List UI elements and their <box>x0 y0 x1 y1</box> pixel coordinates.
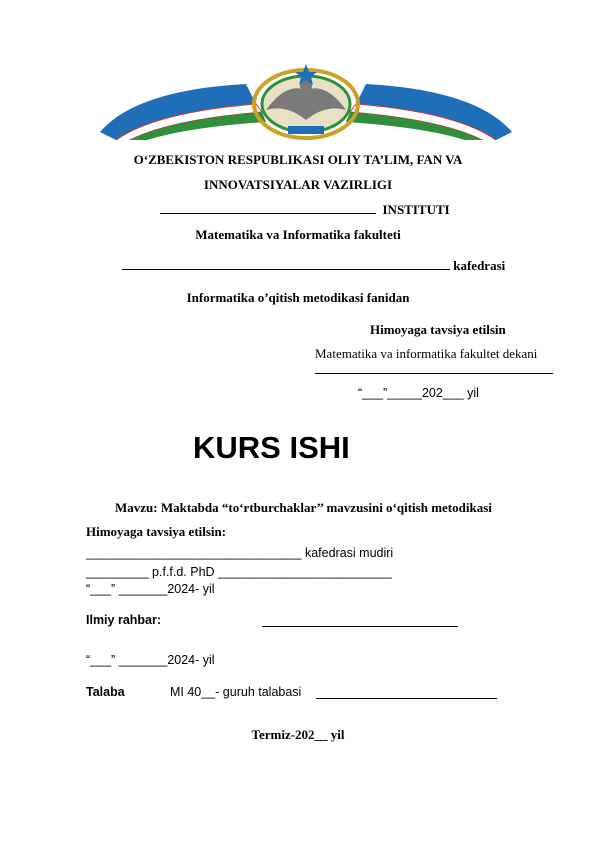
approval-date-top: “___”_____202___ yil <box>358 386 479 400</box>
supervisor-date: “___” _______2024- yil <box>86 653 215 667</box>
approval-date-bottom: “___” _______2024- yil <box>86 582 215 596</box>
institute-name-blank <box>160 213 376 214</box>
city-year: Termiz-202__ yil <box>251 727 345 742</box>
student-label: Talaba <box>86 685 125 699</box>
uzbekistan-emblem-icon <box>96 60 516 140</box>
phd-line: _________ p.f.f.d. PhD _________________________ <box>86 565 392 579</box>
head-of-department-line: _______________________________ kafedrasi mudiri <box>86 546 394 560</box>
institute-line <box>160 202 450 218</box>
approval-heading-top: Himoyaga tavsiya etilsin <box>370 322 506 337</box>
subject-line: Informatika o’qitish metodikasi fanidan <box>186 290 410 305</box>
ministry-line-1: O‘ZBEKISTON RESPUBLIKASI OLIY TA’LIM, FAN VA <box>133 152 463 167</box>
approval-heading-bottom: Himoyaga tavsiya etilsin: <box>86 524 227 539</box>
emblem-image <box>96 60 516 140</box>
institute-suffix: INSTITUTI <box>382 202 450 217</box>
student-name-line <box>316 698 497 699</box>
topic-line: Mavzu: Maktabda “to‘rtburchaklar’’ mavzusini o‘qitish metodikasi <box>115 500 492 515</box>
dean-title: Matematika va informatika fakultet dekani <box>315 346 538 361</box>
department-name-blank <box>122 269 450 270</box>
department-suffix: kafedrasi <box>453 258 506 273</box>
dean-signature-line <box>315 373 553 374</box>
department-line <box>122 258 505 274</box>
document-title: KURS ISHI <box>193 430 350 465</box>
supervisor-signature-line <box>262 626 458 627</box>
student-group: MI 40__- guruh talabasi <box>170 685 302 699</box>
faculty-name: Matematika va Informatika fakulteti <box>195 227 401 242</box>
supervisor-label: Ilmiy rahbar: <box>86 613 162 627</box>
ministry-line-2: INNOVATSIYALAR VAZIRLIGI <box>203 177 393 192</box>
